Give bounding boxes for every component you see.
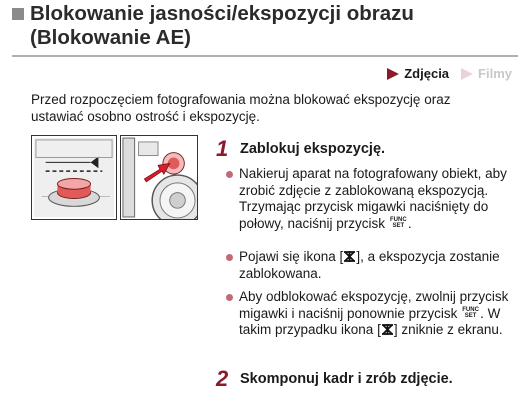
shutter-button-icon [32,136,116,219]
mode-active-marker [387,68,399,80]
shutter-half-press-illustration [31,135,117,220]
title-divider [12,55,518,57]
funcset-press-illustration [120,135,198,220]
mode-inactive-marker [461,68,473,80]
step-1-title: Zablokuj ekspozycję. [240,141,386,157]
bullet-2-before: Pojawi się ikona [ [239,249,344,264]
func-set-icon: FUNC SET [462,306,479,319]
title-line-1: Blokowanie jasności/ekspozycji obrazu [30,2,414,25]
mode-indicator [387,66,512,81]
section-marker [12,8,24,20]
bullet-3-part2: . W takim przypadku ikona [ [239,305,501,338]
page-title [30,2,510,50]
mode-movies: Filmy [478,66,512,81]
camera-dial-icon [121,136,197,219]
step-2-number: 2 [216,366,229,391]
step-2-title: Skomponuj kadr i zrób zdjęcie. [240,371,453,387]
title-line-2: (Blokowanie AE) [30,26,191,49]
bullet-dot-icon [226,171,233,178]
ae-lock-icon [343,250,356,263]
bullet-2-after: ], a ekspozycja zostanie zablokowana. [239,249,500,281]
bullet-dot-icon [226,254,233,261]
ae-lock-icon [381,323,394,336]
intro-paragraph: Przed rozpoczęciem fotografowania można blokować ekspozycję oraz ustawiać osobno ostrość i ekspozycję. [31,92,451,124]
bullet-1-end: . [407,215,412,231]
mode-photos: Zdjęcia [404,66,450,81]
bullet-3-part1: Aby odblokować ekspozycję, zwolnij przycisk migawki i naciśnij ponownie przycisk [239,289,509,321]
bullet-1-text: Nakieruj aparat na fotografowany obiekt, aby zrobić zdjęcie z zablokowaną ekspozycją. Trzymając przycisk migawki naciśnięty do połowy, naciśnij przycisk [239,166,507,231]
bullet-dot-icon [226,294,233,301]
bullet-3-part3: ] zniknie z ekranu. [393,322,503,338]
func-set-icon: FUNC SET [389,216,407,229]
step-1-number: 1 [216,136,229,161]
